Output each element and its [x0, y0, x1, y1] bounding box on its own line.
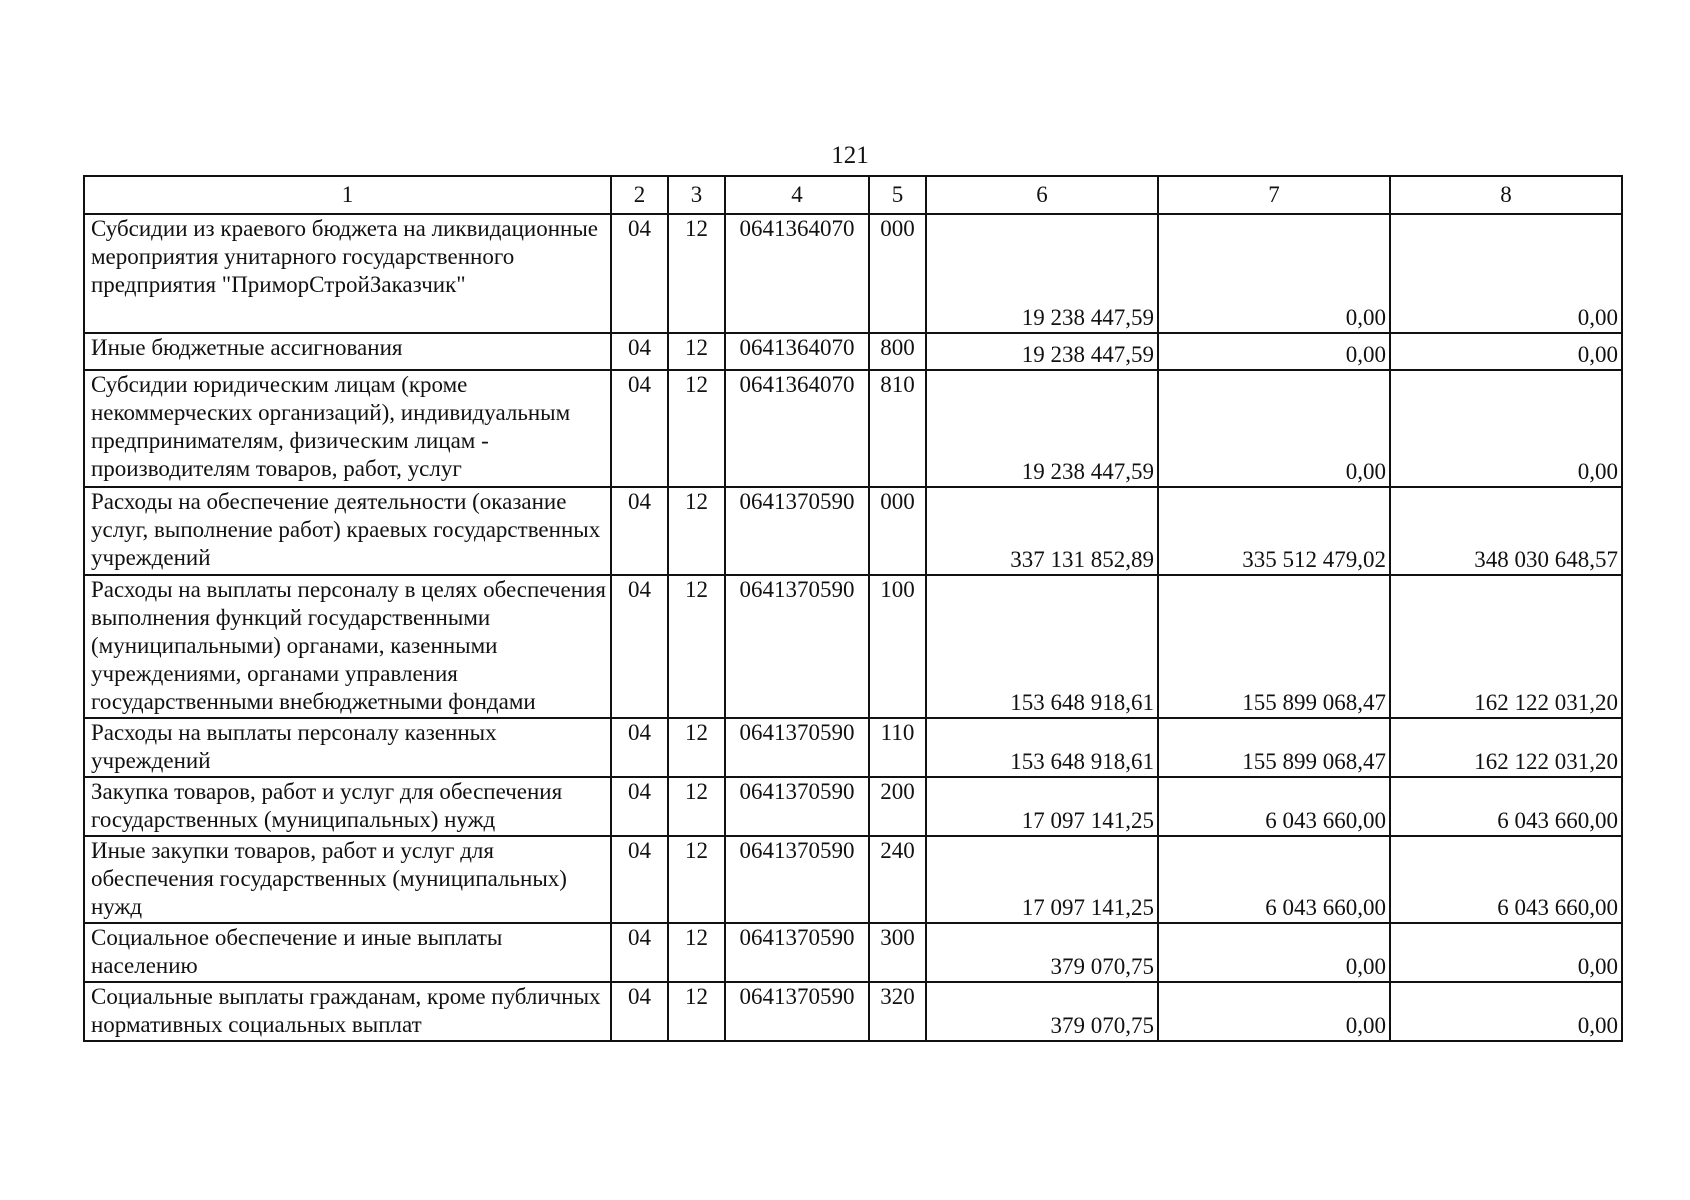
expense-type-code: 200 — [869, 777, 926, 836]
subsection-code: 12 — [668, 718, 725, 777]
amount-col8: 6 043 660,00 — [1390, 777, 1622, 836]
expense-type-code: 000 — [869, 214, 926, 333]
column-header: 1 — [84, 176, 611, 214]
target-article-code: 0641370590 — [725, 575, 869, 718]
target-article-code: 0641370590 — [725, 836, 869, 923]
budget-table — [83, 175, 1623, 1042]
section-code: 04 — [611, 923, 668, 982]
table-row — [84, 836, 1622, 923]
amount-col8: 162 122 031,20 — [1390, 718, 1622, 777]
subsection-code: 12 — [668, 214, 725, 333]
amount-col6: 19 238 447,59 — [926, 214, 1158, 333]
subsection-code: 12 — [668, 333, 725, 370]
section-code: 04 — [611, 777, 668, 836]
subsection-code: 12 — [668, 575, 725, 718]
amount-col7: 155 899 068,47 — [1158, 575, 1390, 718]
page-number: 121 — [831, 142, 869, 169]
amount-col7: 0,00 — [1158, 923, 1390, 982]
target-article-code: 0641370590 — [725, 777, 869, 836]
amount-col7: 335 512 479,02 — [1158, 487, 1390, 575]
expense-name: Расходы на выплаты персоналу в целях обеспечения выполнения функций государственными (муниципальными) органами, казенными учреждениями, органами управления государственными внебюджетными фондами — [84, 575, 611, 718]
amount-col6: 17 097 141,25 — [926, 777, 1158, 836]
target-article-code: 0641364070 — [725, 370, 869, 487]
amount-col8: 162 122 031,20 — [1390, 575, 1622, 718]
expense-name: Расходы на обеспечение деятельности (оказание услуг, выполнение работ) краевых государственных учреждений — [84, 487, 611, 575]
subsection-code: 12 — [668, 777, 725, 836]
table-row — [84, 923, 1622, 982]
column-header: 5 — [869, 176, 926, 214]
table-row — [84, 575, 1622, 718]
amount-col7: 0,00 — [1158, 214, 1390, 333]
expense-type-code: 320 — [869, 982, 926, 1041]
column-header: 6 — [926, 176, 1158, 214]
section-code: 04 — [611, 718, 668, 777]
amount-col8: 0,00 — [1390, 982, 1622, 1041]
amount-col8: 6 043 660,00 — [1390, 836, 1622, 923]
target-article-code: 0641370590 — [725, 923, 869, 982]
expense-type-code: 100 — [869, 575, 926, 718]
subsection-code: 12 — [668, 982, 725, 1041]
expense-name: Субсидии юридическим лицам (кроме некоммерческих организаций), индивидуальным предпринимателям, физическим лицам - производителям товаров, работ, услуг — [84, 370, 611, 487]
amount-col8: 0,00 — [1390, 214, 1622, 333]
amount-col7: 0,00 — [1158, 982, 1390, 1041]
amount-col6: 153 648 918,61 — [926, 718, 1158, 777]
table-row — [84, 777, 1622, 836]
column-header: 3 — [668, 176, 725, 214]
amount-col6: 379 070,75 — [926, 923, 1158, 982]
amount-col7: 0,00 — [1158, 333, 1390, 370]
expense-name: Субсидии из краевого бюджета на ликвидационные мероприятия унитарного государственного предприятия "ПриморСтройЗаказчик" — [84, 214, 611, 333]
subsection-code: 12 — [668, 487, 725, 575]
expense-type-code: 810 — [869, 370, 926, 487]
amount-col6: 379 070,75 — [926, 982, 1158, 1041]
expense-name: Социальные выплаты гражданам, кроме публичных нормативных социальных выплат — [84, 982, 611, 1041]
amount-col7: 155 899 068,47 — [1158, 718, 1390, 777]
target-article-code: 0641364070 — [725, 333, 869, 370]
expense-name: Иные бюджетные ассигнования — [84, 333, 611, 370]
target-article-code: 0641370590 — [725, 982, 869, 1041]
amount-col8: 0,00 — [1390, 370, 1622, 487]
section-code: 04 — [611, 575, 668, 718]
table-row — [84, 370, 1622, 487]
column-header: 8 — [1390, 176, 1622, 214]
section-code: 04 — [611, 487, 668, 575]
amount-col6: 153 648 918,61 — [926, 575, 1158, 718]
expense-type-code: 110 — [869, 718, 926, 777]
expense-type-code: 800 — [869, 333, 926, 370]
subsection-code: 12 — [668, 836, 725, 923]
column-header: 4 — [725, 176, 869, 214]
section-code: 04 — [611, 836, 668, 923]
column-header: 2 — [611, 176, 668, 214]
amount-col7: 0,00 — [1158, 370, 1390, 487]
expense-type-code: 240 — [869, 836, 926, 923]
amount-col7: 6 043 660,00 — [1158, 836, 1390, 923]
amount-col8: 0,00 — [1390, 923, 1622, 982]
amount-col8: 348 030 648,57 — [1390, 487, 1622, 575]
amount-col6: 19 238 447,59 — [926, 333, 1158, 370]
subsection-code: 12 — [668, 370, 725, 487]
table-row — [84, 718, 1622, 777]
table-row — [84, 487, 1622, 575]
table-row — [84, 982, 1622, 1041]
section-code: 04 — [611, 214, 668, 333]
section-code: 04 — [611, 333, 668, 370]
amount-col6: 17 097 141,25 — [926, 836, 1158, 923]
expense-type-code: 300 — [869, 923, 926, 982]
column-header: 7 — [1158, 176, 1390, 214]
amount-col7: 6 043 660,00 — [1158, 777, 1390, 836]
expense-name: Иные закупки товаров, работ и услуг для обеспечения государственных (муниципальных) нужд — [84, 836, 611, 923]
expense-name: Расходы на выплаты персоналу казенных учреждений — [84, 718, 611, 777]
table-row — [84, 333, 1622, 370]
target-article-code: 0641370590 — [725, 487, 869, 575]
expense-name: Закупка товаров, работ и услуг для обеспечения государственных (муниципальных) нужд — [84, 777, 611, 836]
table-row — [84, 214, 1622, 333]
expense-name: Социальное обеспечение и иные выплаты населению — [84, 923, 611, 982]
expense-type-code: 000 — [869, 487, 926, 575]
section-code: 04 — [611, 370, 668, 487]
amount-col6: 19 238 447,59 — [926, 370, 1158, 487]
section-code: 04 — [611, 982, 668, 1041]
header-row — [84, 176, 1622, 214]
subsection-code: 12 — [668, 923, 725, 982]
target-article-code: 0641370590 — [725, 718, 869, 777]
amount-col8: 0,00 — [1390, 333, 1622, 370]
amount-col6: 337 131 852,89 — [926, 487, 1158, 575]
target-article-code: 0641364070 — [725, 214, 869, 333]
